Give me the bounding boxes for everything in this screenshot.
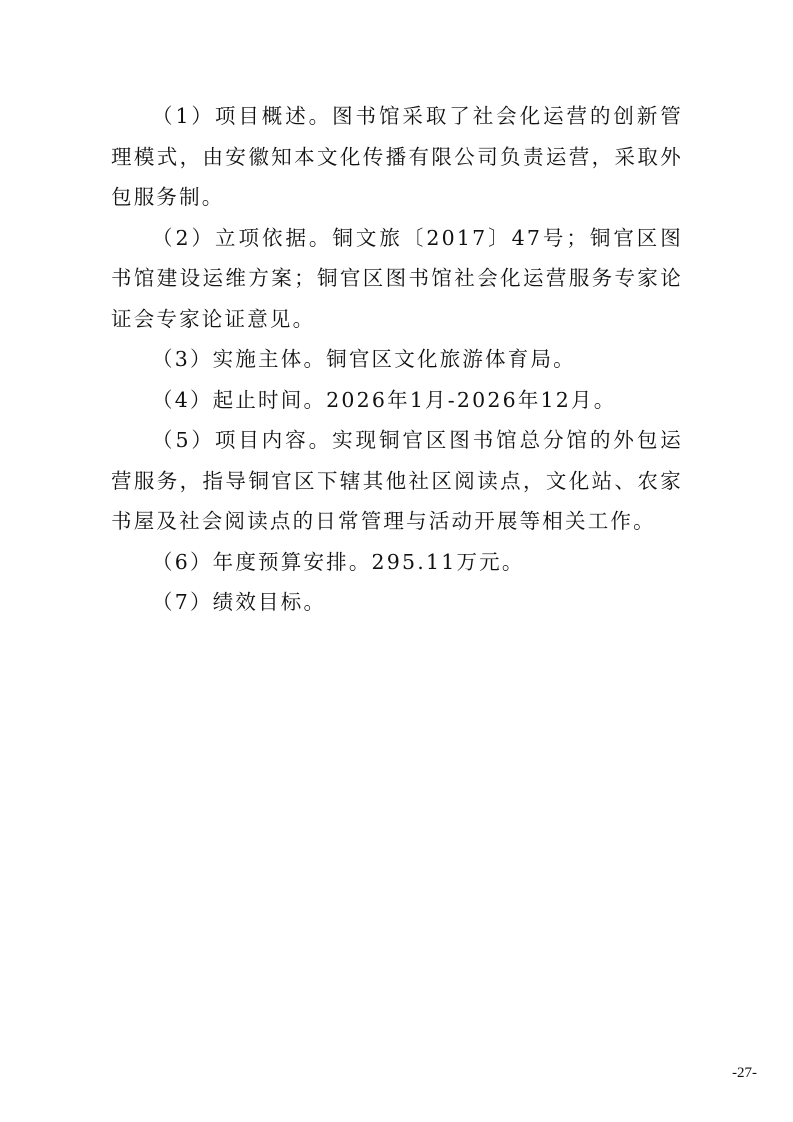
paragraph-implementing-body: （3）实施主体。铜官区文化旅游体育局。 <box>152 347 576 371</box>
paragraph-approval-basis: （2）立项依据。铜文旅〔2017〕47号；铜官区图书馆建设运维方案；铜官区图书馆社会化运营服务专家论证会专家论证意见。 <box>111 225 683 331</box>
paragraph-project-overview: （1）项目概述。图书馆采取了社会化运营的创新管理模式，由安徽知本文化传播有限公司负责运营，采取外包服务制。 <box>111 104 683 209</box>
paragraph-annual-budget: （6）年度预算安排。295.11万元。 <box>152 549 525 574</box>
page-number: -27- <box>732 1065 757 1081</box>
paragraph-time-period: （4）起止时间。2026年1月-2026年12月。 <box>152 387 617 412</box>
paragraph-project-content: （5）项目内容。实现铜官区图书馆总分馆的外包运营服务，指导铜官区下辖其他社区阅读点，文化站、农家书屋及社会阅读点的日常管理与活动开展等相关工作。 <box>111 428 683 533</box>
paragraph-performance-goals: （7）绩效目标。 <box>152 590 327 614</box>
document-body <box>111 96 683 623</box>
